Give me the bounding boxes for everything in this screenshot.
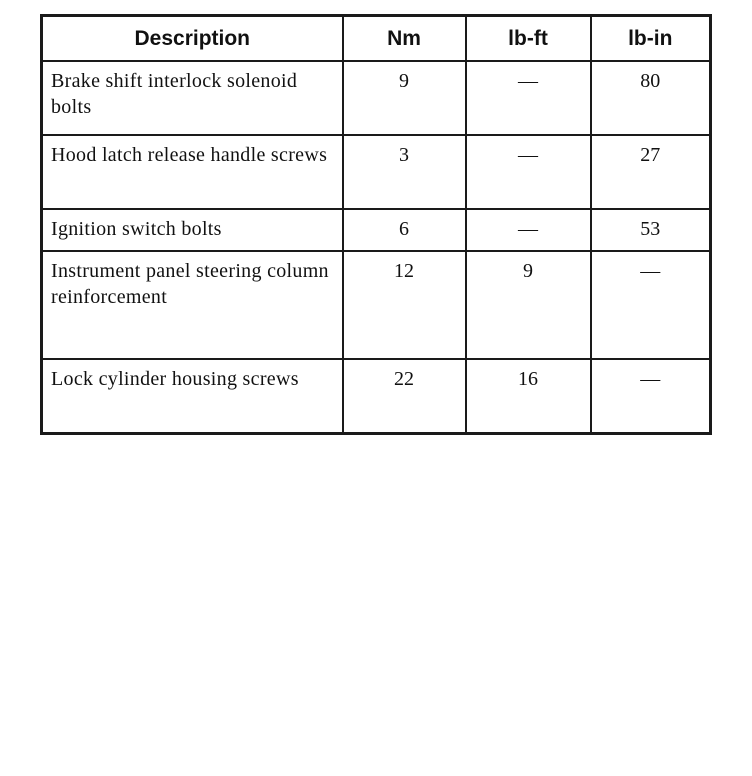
cell-description: Brake shift interlock solenoid bolts: [42, 61, 343, 135]
cell-description: Instrument panel steering column reinforcement: [42, 251, 343, 359]
cell-lb-ft: —: [466, 209, 591, 251]
cell-lb-ft: 9: [466, 251, 591, 359]
header-nm: Nm: [343, 16, 466, 62]
cell-lb-ft: —: [466, 61, 591, 135]
table-row: [42, 251, 711, 359]
cell-lb-in: 27: [591, 135, 711, 209]
header-lb-in: lb-in: [591, 16, 711, 62]
cell-description: Ignition switch bolts: [42, 209, 343, 251]
cell-lb-in: —: [591, 251, 711, 359]
table-header-row: [42, 16, 711, 62]
table-row: [42, 61, 711, 135]
torque-spec-table: [40, 14, 712, 435]
cell-description: Lock cylinder housing screws: [42, 359, 343, 434]
cell-nm: 12: [343, 251, 466, 359]
header-lb-ft: lb-ft: [466, 16, 591, 62]
cell-lb-in: 80: [591, 61, 711, 135]
table-row: [42, 359, 711, 434]
cell-lb-in: —: [591, 359, 711, 434]
cell-nm: 22: [343, 359, 466, 434]
cell-lb-in: 53: [591, 209, 711, 251]
cell-nm: 3: [343, 135, 466, 209]
cell-lb-ft: 16: [466, 359, 591, 434]
cell-nm: 9: [343, 61, 466, 135]
table-row: [42, 135, 711, 209]
cell-nm: 6: [343, 209, 466, 251]
table-row: [42, 209, 711, 251]
header-description: Description: [42, 16, 343, 62]
cell-lb-ft: —: [466, 135, 591, 209]
cell-description: Hood latch release handle screws: [42, 135, 343, 209]
